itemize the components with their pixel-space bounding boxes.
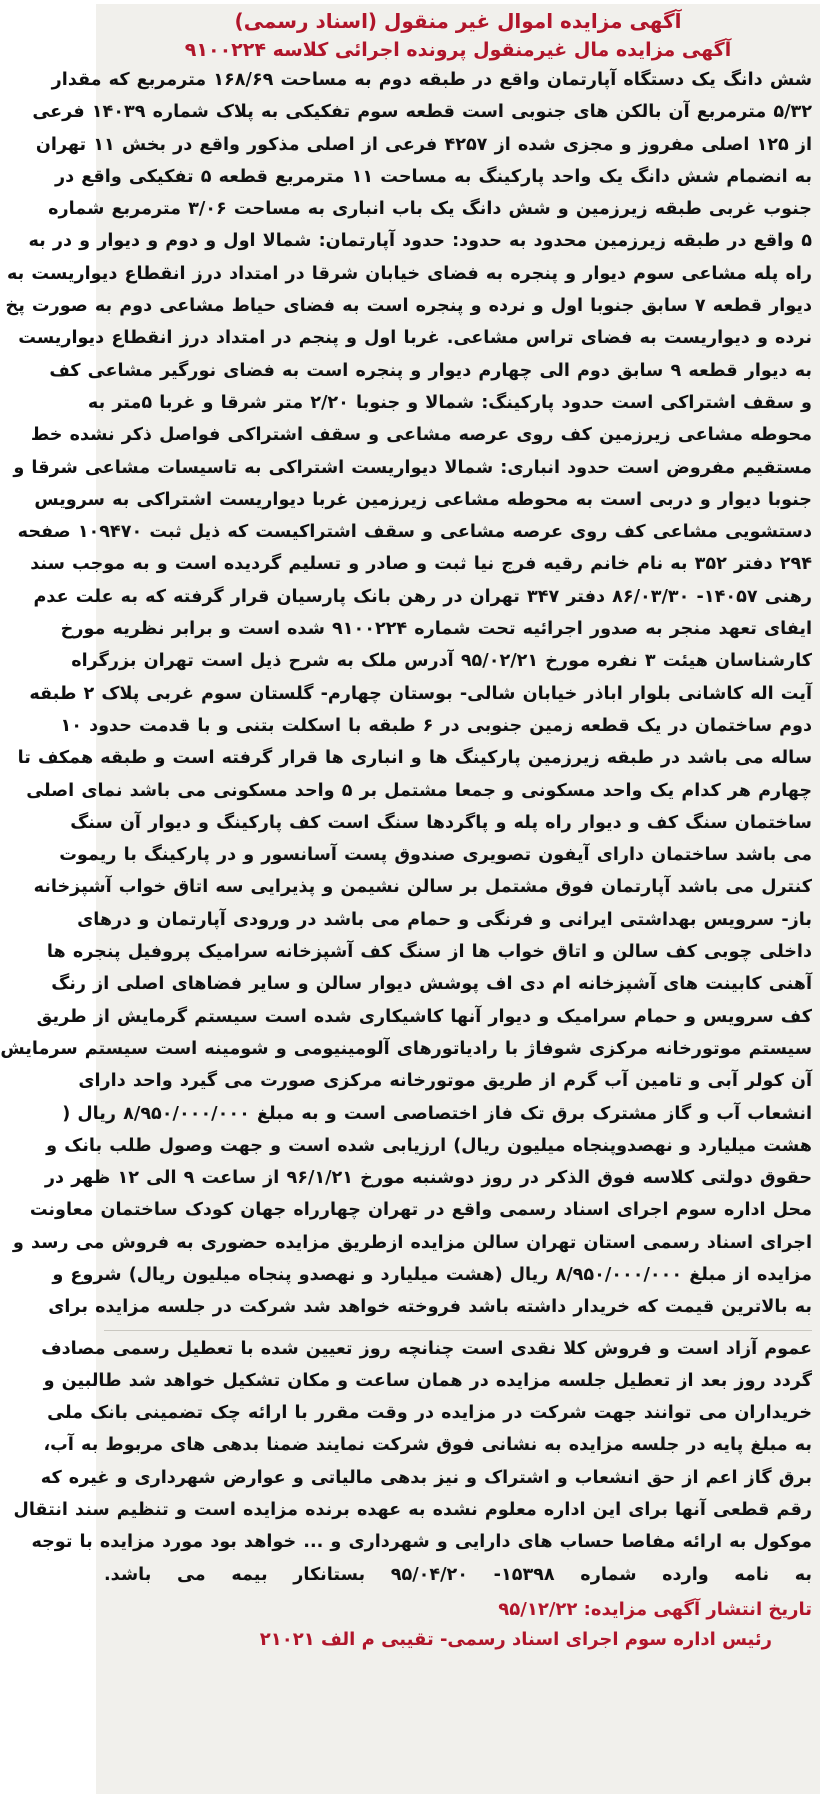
body-line: راه پله مشاعی سوم دیوار و پنجره به فضای خیابان شرقا در امتداد درز انقطاع دیواریست به: [6, 263, 812, 284]
body-line: به انضمام شش دانگ یک واحد پارکینگ به مساحت ۱۱ مترمربع قطعه ۵ تفکیکی واقع در: [54, 166, 812, 187]
body-line: هشت میلیارد و نهصدوپنجاه میلیون ریال) ارزیابی شده است و جهت وصول طلب بانک و: [46, 1135, 812, 1156]
body-line: آیت اله کاشانی بلوار اباذر خیابان شالی- بوستان چهارم- گلستان سوم غربی پلاک ۲ طبقه: [29, 683, 812, 704]
notice-body: [0, 64, 812, 1324]
body-line: دستشویی مشاعی کف روی عرصه مشاعی و سقف اشتراکیست که ذیل ثبت ۱۰۹۴۷۰ صفحه: [17, 522, 812, 543]
body-line: موکول به ارائه مفاصا حساب های دارایی و شهرداری و ... خواهد بود مورد مزایده با توجه: [31, 1532, 812, 1553]
notice-body-continued: [13, 1330, 812, 1591]
body-line: خریداران می توانند جهت شرکت در مزایده در وقت مقرر با ارائه چک تضمینی بانک ملی: [47, 1403, 812, 1424]
body-line: اجرای اسناد رسمی استان تهران سالن مزایده ازطریق مزایده حضوری به فروش می رسد و: [12, 1232, 812, 1253]
body-line: به دیوار قطعه ۹ سابق دوم الی چهارم دیوار و پنجره است به فضای نورگیر مشاعی کف: [49, 360, 812, 381]
body-line: گردد روز بعد از تعطیل جلسه مزایده در همان ساعت و مکان تشکیل خواهد شد طالبین و: [43, 1370, 812, 1391]
body-line: نرده و دیواریست به فضای تراس مشاعی. غربا اول و پنجم در امتداد درز انقطاع دیواریست: [18, 328, 812, 349]
notice-heading: آگهی مزایده اموال غیر منقول (اسناد رسمی): [234, 9, 682, 33]
body-line: کارشناسان هیئت ۳ نفره مورخ ۹۵/۰۲/۲۱ آدرس ملک به شرح ذیل است تهران بزرگراه: [71, 651, 812, 672]
body-line: عموم آزاد است و فروش کلا نقدی است چنانچه روز تعیین شده با تعطیل رسمی مصادف: [41, 1338, 812, 1359]
body-line: چهارم هر کدام یک واحد مسکونی و جمعا مشتمل بر ۵ واحد مسکونی می باشد نمای اصلی: [26, 780, 812, 801]
body-line: سیستم موتورخانه مرکزی شوفاژ با رادیاتورهای آلومینیومی و شومینه است سیستم سرمایش: [0, 1038, 812, 1059]
body-line: شش دانگ یک دستگاه آپارتمان واقع در طبقه دوم به مساحت ۱۶۸/۶۹ مترمربع که مقدار: [51, 70, 812, 90]
body-line: دیوار قطعه ۷ سابق جنوبا اول و نرده و پنجره است به فضای حیاط مشاعی دوم به صورت پخ: [5, 296, 812, 317]
body-line: مستقیم مفروض است حدود انباری: شمالا دیواریست اشتراکی به تاسیسات مشاعی شرقا و: [13, 457, 812, 478]
body-line: ۵ واقع در طبقه زیرزمین محدود به حدود: حدود آپارتمان: شمالا اول و دوم و دیوار و در به: [28, 231, 812, 252]
body-line: باز- سرویس بهداشتی ایرانی و فرنگی و حمام می باشد در ورودی آپارتمان و درهای: [77, 909, 812, 930]
body-line: کف سرویس و حمام سرامیک و دیوار آنها کاشیکاری شده است سیستم گرمایش از طریق: [36, 1006, 812, 1027]
body-line: مزایده از مبلغ ۸/۹۵۰/۰۰۰/۰۰۰ ریال (هشت میلیارد و نهصدو پنجاه میلیون ریال) شروع و: [52, 1264, 812, 1285]
body-line: جنوبا دیوار و دربی است به محوطه مشاعی زیرزمین غربا دیواریست اشتراکی به سرویس: [34, 489, 812, 510]
body-line: محوطه مشاعی زیرزمین کف روی عرصه مشاعی و سقف اشتراکی فواصل ذکر نشده خط: [30, 425, 812, 446]
file-heading: آگهی مزایده مال غیرمنقول پرونده اجرائی کلاسه ۹۱۰۰۲۲۴: [184, 39, 732, 61]
body-line: ساله می باشد در طبقه زیرزمین پارکینگ ها و انباری ها قرار گرفته است و طبقه همکف تا: [17, 748, 812, 769]
body-line: آن کولر آبی و تامین آب گرم از طریق موتورخانه مرکزی صورت می گیرد واحد دارای: [78, 1071, 812, 1092]
body-line: داخلی چوبی کف سالن و اتاق خواب ها از سنگ کف آشپزخانه سرامیک پروفیل پنجره ها: [46, 942, 812, 963]
body-line: به بالاترین قیمت که خریدار داشته باشد فروخته خواهد شد شرکت در جلسه مزایده برای: [48, 1297, 812, 1318]
body-line: می باشد ساختمان دارای آیفون تصویری صندوق پست آسانسور و در پارکینگ با ریموت: [59, 845, 812, 866]
body-line: ساختمان سنگ کف و دیوار راه پله و پاگردها سنگ است کف پارکینگ و دیوار آن سنگ: [70, 812, 812, 833]
body-line: ۲۹۴ دفتر ۳۵۲ به نام خانم رقیه فرج نیا ثبت و صادر و تسلیم گردیده است و به موجب سند: [30, 554, 812, 575]
body-line: رقم قطعی آنها برای این اداره معلوم نشده به عهده برنده مزایده است و تنظیم سند انتقال: [13, 1500, 812, 1521]
body-line: به نامه وارده شماره ۱۵۳۹۸- ۹۵/۰۴/۲۰ بستانکار بیمه می باشد.: [104, 1564, 812, 1585]
body-line: به مبلغ پایه در جلسه مزایده به نشانی فوق شرکت نمایند ضمنا بدهی های مربوط به آب،: [43, 1435, 812, 1456]
publication-date: تاریخ انتشار آگهی مزایده: ۹۵/۱۲/۲۲: [498, 1598, 812, 1620]
body-line: جنوب غربی طبقه زیرزمین و شش دانگ یک باب انباری به مساحت ۳/۰۶ مترمربع شماره: [48, 199, 812, 220]
body-line: و سقف اشتراکی است حدود پارکینگ: شمالا و جنوبا ۲/۲۰ متر شرقا و غربا ۵متر به: [87, 392, 812, 413]
body-line: برق گاز اعم از حق انشعاب و اشتراک و نیز بدهی مالیاتی و عوارض شهرداری و غیره که: [40, 1467, 812, 1488]
body-line: از ۱۲۵ اصلی مفروز و مجزی شده از ۴۲۵۷ فرعی از اصلی مذکور واقع در بخش ۱۱ تهران: [35, 134, 812, 155]
body-line: محل اداره سوم اجرای اسناد رسمی واقع در تهران چهارراه جهان کودک ساختمان معاونت: [29, 1200, 812, 1221]
signature: رئیس اداره سوم اجرای اسناد رسمی- تقیبی م الف ۲۱۰۲۱: [259, 1628, 772, 1650]
body-line: ایفای تعهد منجر به صدور اجرائیه تحت شماره ۹۱۰۰۲۲۴ شده است و برابر نظریه مورخ: [60, 619, 812, 640]
body-line: آهنی کابینت های آشپزخانه ام دی اف پوشش دیوار سالن و سایر فضاهای اصلی از رنگ: [51, 974, 812, 995]
notice-clipping: [0, 4, 820, 1794]
body-line: انشعاب آب و گاز مشترک برق تک فاز اختصاصی است و به مبلغ ۸/۹۵۰/۰۰۰/۰۰۰ ریال (: [62, 1103, 812, 1124]
body-line: رهنی ۱۴۰۵۷- ۸۶/۰۳/۳۰ دفتر ۳۴۷ تهران در رهن بانک پارسیان قرار گرفته که به علت عدم: [33, 586, 812, 607]
body-line: کنترل می باشد آپارتمان فوق مشتمل بر سالن نشیمن و پذیرایی سه اتاق خواب آشپزخانه: [33, 877, 812, 898]
body-line: ۵/۳۲ مترمربع آن بالکن های جنوبی است قطعه سوم تفکیکی به پلاک شماره ۱۴۰۳۹ فرعی: [32, 102, 812, 123]
body-line: حقوق دولتی کلاسه فوق الذکر در روز دوشنبه مورخ ۹۶/۱/۲۱ از ساعت ۹ الی ۱۲ ظهر در: [44, 1168, 812, 1189]
body-line: دوم ساختمان در یک قطعه زمین جنوبی در ۶ طبقه با اسکلت بتنی و با قدمت حدود ۱۰: [60, 715, 812, 736]
